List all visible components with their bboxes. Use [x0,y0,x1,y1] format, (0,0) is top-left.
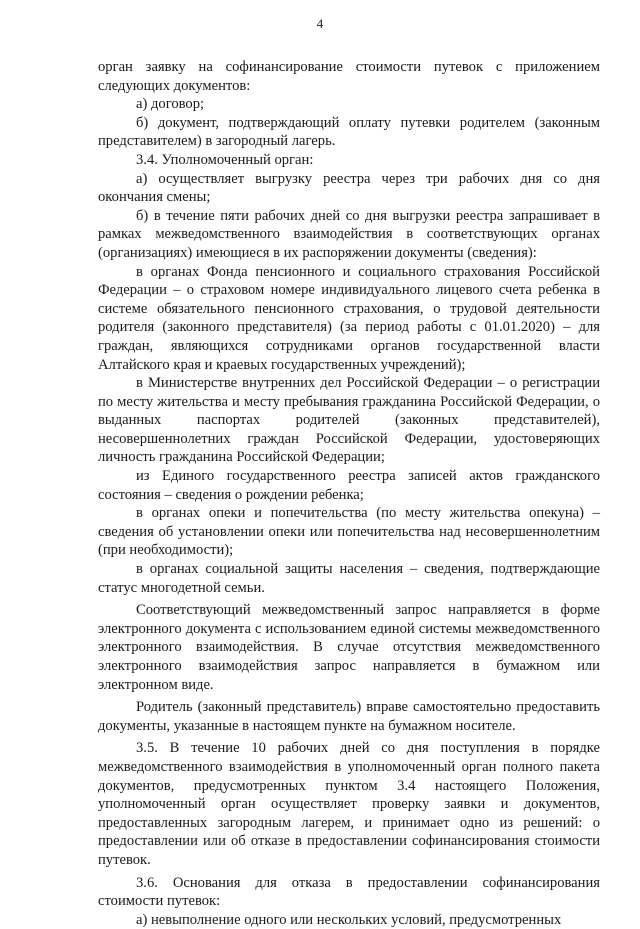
paragraph-pension-fund: в органах Фонда пенсионного и социального страхования Российской Федерации – о страховом номере индивидуального лицевого счета ребенка в системе обязательного пенсионного страхования, о трудовой деятельности родителя (законного представителя) (за период работы с 01.01.2020) – для граждан, являющихся сотрудниками органов государственной власти Алтайского края и краевых государственных учреждений); [98,263,600,373]
paragraph-3-4-a: а) осуществляет выгрузку реестра через три рабочих дня со дня окончания смены; [98,170,600,206]
paragraph-3-6-a: а) невыполнение одного или нескольких условий, предусмотренных [136,911,562,928]
paragraph-guardianship: в органах опеки и попечительства (по месту жительства опекуна) – сведения об установлении опеки или попечительства над несовершеннолетним (при необходимости); [98,505,600,559]
paragraph-item-a-contract: а) договор; [136,96,205,113]
paragraph-3-6-heading: 3.6. Основания для отказа в предоставлении софинансирования стоимости путевок: [98,874,600,910]
document-body [98,58,600,929]
paragraph-social-protection: в органах социальной защиты населения – сведения, подтверждающие статус многодетной семьи. [98,561,600,596]
page-number: 4 [316,16,324,31]
paragraph-interagency-request: Соответствующий межведомственный запрос направляется в форме электронного документа с использованием единой системы межведомственного электронного взаимодействия. В случае отсутствия межведомственного электронного взаимодействия запрос направляется в бумажном или электронном виде. [98,602,600,693]
paragraph-interior-ministry: в Министерстве внутренних дел Российской Федерации – о регистрации по месту жительства и месту пребывания гражданина Российской Федерации, о выданных паспортах родителей (законных представителей), несовершеннолетних граждан Российской Федерации, удостоверяющих личность гражданина Российской Федерации; [98,375,600,466]
paragraph-3-5: 3.5. В течение 10 рабочих дней со дня поступления в порядке межведомственного взаимодействия в уполномоченный орган полного пакета документов, предусмотренных пунктом 3.4 настоящего Положения, уполномоченный орган осуществляет проверку заявки и документов, предоставленных загородным лагерем, и принимает одно из решений: о предоставлении или об отказе в предоставлении софинансирования стоимости путевок. [98,740,600,868]
paragraph-3-4-b: б) в течение пяти рабочих дней со дня выгрузки реестра запрашивает в рамках межведомственного взаимодействия в соответствующих органах (организациях) имеющиеся в их распоряжении документы (сведения): [98,207,600,261]
paragraph-item-b-payment: б) документ, подтверждающий оплату путевки родителем (законным представителем) в загородный лагерь. [98,114,600,150]
paragraph-civil-registry: из Единого государственного реестра записей актов гражданского состояния – сведения о рождении ребенка; [98,468,600,503]
paragraph-parent-right: Родитель (законный представитель) вправе самостоятельно предоставить документы, указанные в настоящем пункте на бумажном носителе. [98,699,600,734]
paragraph-3-4-heading: 3.4. Уполномоченный орган: [136,151,314,168]
paragraph-continuation: орган заявку на софинансирование стоимости путевок с приложением следующих документов: [98,59,600,94]
